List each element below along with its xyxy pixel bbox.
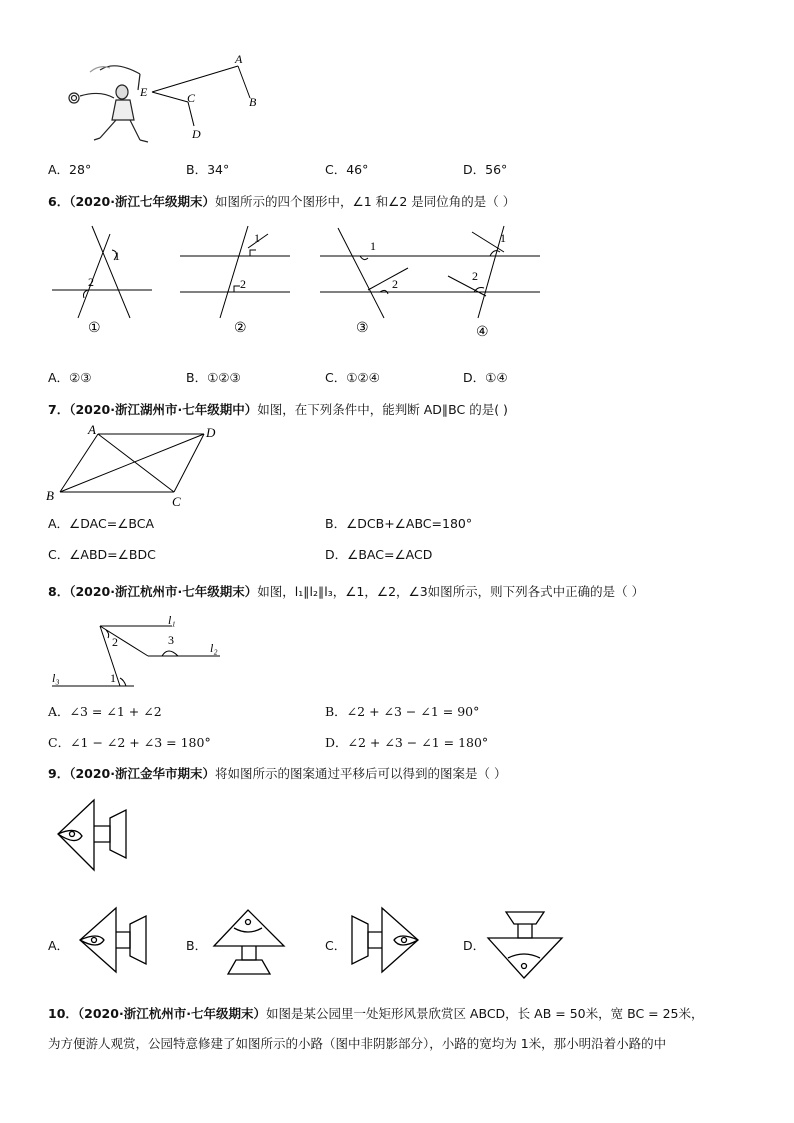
- q10-number: 10．: [48, 1006, 78, 1021]
- angle-3: 3: [168, 633, 174, 647]
- fig2-angle-1: 1: [254, 231, 260, 245]
- q9-option-a-label[interactable]: A．: [48, 938, 70, 953]
- label-D: D: [192, 127, 201, 141]
- q8-option-a[interactable]: A．∠3 = ∠1 + ∠2: [48, 704, 162, 719]
- q5-option-a[interactable]: A．28°: [48, 162, 92, 177]
- q10-source: （2020·浙江杭州市·七年级期末）: [77, 1006, 266, 1021]
- q6-number: 6．: [48, 194, 70, 209]
- label-B: B: [46, 488, 54, 503]
- q8-option-d[interactable]: D．∠2 + ∠3 − ∠1 = 180°: [325, 735, 489, 750]
- q9-option-b-label[interactable]: B．: [186, 938, 208, 953]
- q5-option-d[interactable]: D．56°: [463, 162, 508, 177]
- q8-option-c[interactable]: C．∠1 − ∠2 + ∠3 = 180°: [48, 735, 211, 750]
- q6-option-c[interactable]: C．①②④: [325, 370, 380, 385]
- q6-stem: 如图所示的四个图形中，∠1 和∠2 是同位角的是（ ）: [215, 194, 516, 209]
- q9-stem: 将如图所示的图案通过平移后可以得到的图案是（ ）: [215, 766, 507, 781]
- q7-option-b[interactable]: B．∠DCB+∠ABC=180°: [325, 516, 473, 531]
- label-l2: l₂: [210, 641, 218, 655]
- q7-figure: [44, 422, 234, 510]
- q8-stem-line: [48, 582, 644, 600]
- fig-label-2: ②: [234, 321, 247, 336]
- fig-label-4: ④: [476, 325, 489, 340]
- q10-line1: 如图是某公园里一处矩形风景欣赏区 ABCD，长 AB = 50米，宽 BC = 25米，: [265, 1006, 704, 1021]
- q8-option-b[interactable]: B．∠2 + ∠3 − ∠1 = 90°: [325, 704, 480, 719]
- label-l3: l₃: [52, 671, 60, 685]
- q8-figure: [48, 612, 238, 692]
- q6-source: （2020·浙江七年级期末）: [69, 194, 215, 209]
- q7-stem-line: [48, 400, 508, 418]
- q10-stem-line1: [48, 1004, 704, 1022]
- q7-stem: 如图，在下列条件中，能判断 AD∥BC 的是( ): [257, 402, 508, 417]
- q10-stem-line2: [48, 1034, 666, 1052]
- q8-stem: 如图，l₁∥l₂∥l₃，∠1，∠2，∠3如图所示，则下列各式中正确的是（ ）: [257, 584, 645, 599]
- q9-option-c-pattern[interactable]: [346, 904, 426, 976]
- angle-2: 2: [112, 635, 118, 649]
- q9-option-b-pattern[interactable]: [206, 906, 292, 978]
- q9-option-c-label[interactable]: C．: [325, 938, 347, 953]
- q9-option-d-label[interactable]: D．: [463, 938, 486, 953]
- q9-option-d-pattern[interactable]: [482, 906, 568, 984]
- q6-option-d[interactable]: D．①④: [463, 370, 508, 385]
- q7-option-c[interactable]: C．∠ABD=∠BDC: [48, 547, 156, 562]
- q9-source: （2020·浙江金华市期末）: [69, 766, 215, 781]
- fig1-angle-2: 2: [88, 275, 94, 289]
- q6-stem-line: [48, 192, 515, 210]
- label-E: E: [140, 85, 148, 99]
- q5-angle-lines: [152, 66, 250, 126]
- label-l1: l₁: [168, 613, 176, 627]
- fig-label-1: ①: [88, 321, 101, 336]
- q9-original-pattern: [52, 796, 132, 880]
- fig4-angle-1: 1: [500, 231, 506, 245]
- fig-label-3: ③: [356, 321, 369, 336]
- q5-option-b[interactable]: B．34°: [186, 162, 230, 177]
- q7-source: （2020·浙江湖州市·七年级期中）: [69, 402, 258, 417]
- q6-option-b[interactable]: B．①②③: [186, 370, 241, 385]
- q8-source: （2020·浙江杭州市·七年级期末）: [69, 584, 258, 599]
- q5-option-c[interactable]: C．46°: [325, 162, 369, 177]
- label-A: A: [88, 422, 96, 437]
- q6-option-a[interactable]: A．②③: [48, 370, 92, 385]
- q6-figures: [48, 218, 548, 348]
- label-B: B: [249, 95, 257, 109]
- q7-number: 7．: [48, 402, 70, 417]
- q8-number: 8．: [48, 584, 70, 599]
- label-A: A: [235, 52, 243, 66]
- label-C: C: [172, 494, 181, 509]
- q9-stem-line: [48, 764, 506, 782]
- q10-line2: 为方便游人观赏，公园特意修建了如图所示的小路（图中非阴影部分），小路的宽均为 1米，那小明沿着小路的中: [48, 1036, 667, 1051]
- fig4-angle-2: 2: [472, 269, 478, 283]
- fig1-angle-1: 1: [114, 249, 120, 263]
- q5-figure: [60, 50, 290, 150]
- q9-number: 9．: [48, 766, 70, 781]
- q9-option-a-pattern[interactable]: [72, 904, 152, 976]
- label-D: D: [206, 425, 216, 440]
- archer-illustration: [69, 66, 148, 142]
- label-C: C: [187, 91, 196, 105]
- q7-option-d[interactable]: D．∠BAC=∠ACD: [325, 547, 433, 562]
- angle-1: 1: [110, 671, 116, 685]
- fig3-angle-2: 2: [392, 277, 398, 291]
- q7-option-a[interactable]: A．∠DAC=∠BCA: [48, 516, 155, 531]
- fig2-angle-2: 2: [240, 277, 246, 291]
- fig3-angle-1: 1: [370, 239, 376, 253]
